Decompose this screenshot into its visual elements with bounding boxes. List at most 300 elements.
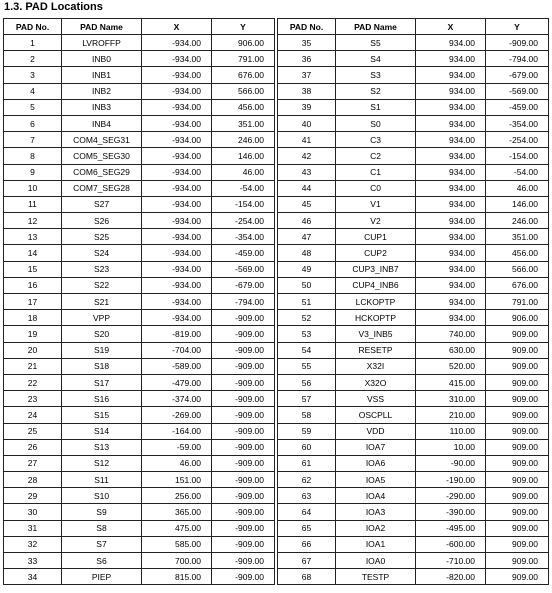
pad-no-cell: 20	[4, 342, 62, 358]
pad-name-cell: S15	[62, 407, 142, 423]
pad-y-cell: -679.00	[486, 67, 549, 83]
pad-no-cell: 32	[4, 536, 62, 552]
pad-name-cell: INB3	[62, 99, 142, 115]
pad-y-cell: 909.00	[486, 391, 549, 407]
pad-no-cell: 60	[278, 439, 336, 455]
table-row	[4, 407, 275, 423]
pad-x-cell: -934.00	[142, 67, 212, 83]
pad-no-cell: 3	[4, 67, 62, 83]
table-row	[4, 180, 275, 196]
table-row	[278, 132, 549, 148]
pad-y-cell: 351.00	[212, 115, 275, 131]
table-row	[278, 51, 549, 67]
pad-x-cell: 46.00	[142, 455, 212, 471]
header-pad-no: PAD No.	[4, 19, 62, 35]
table-row	[4, 326, 275, 342]
pad-name-cell: S26	[62, 213, 142, 229]
pad-y-cell: 909.00	[486, 374, 549, 390]
pad-name-cell: S24	[62, 245, 142, 261]
pad-y-cell: 909.00	[486, 569, 549, 585]
pad-name-cell: COM5_SEG30	[62, 148, 142, 164]
table-row	[4, 261, 275, 277]
pad-name-cell: S13	[62, 439, 142, 455]
pad-y-cell: 909.00	[486, 358, 549, 374]
table-row	[4, 213, 275, 229]
pad-no-cell: 2	[4, 51, 62, 67]
pad-no-cell: 59	[278, 423, 336, 439]
pad-name-cell: S22	[62, 277, 142, 293]
table-row	[278, 35, 549, 51]
pad-no-cell: 66	[278, 536, 336, 552]
table-row	[278, 342, 549, 358]
pad-name-cell: IOA4	[336, 488, 416, 504]
table-row	[278, 374, 549, 390]
pad-x-cell: -934.00	[142, 180, 212, 196]
pad-name-cell: C1	[336, 164, 416, 180]
pad-x-cell: -934.00	[142, 35, 212, 51]
pad-y-cell: 909.00	[486, 439, 549, 455]
pad-y-cell: 909.00	[486, 455, 549, 471]
pad-x-cell: -934.00	[142, 51, 212, 67]
pad-x-cell: 110.00	[416, 423, 486, 439]
pad-no-cell: 6	[4, 115, 62, 131]
pad-y-cell: -569.00	[486, 83, 549, 99]
pad-name-cell: S7	[62, 536, 142, 552]
pad-y-cell: 909.00	[486, 536, 549, 552]
pad-x-cell: -934.00	[142, 213, 212, 229]
table-row	[4, 553, 275, 569]
pad-x-cell: 210.00	[416, 407, 486, 423]
pad-location-table-right	[277, 18, 549, 585]
pad-y-cell: -909.00	[212, 326, 275, 342]
table-row	[4, 277, 275, 293]
pad-x-cell: 934.00	[416, 213, 486, 229]
pad-no-cell: 37	[278, 67, 336, 83]
pad-no-cell: 14	[4, 245, 62, 261]
pad-x-cell: -589.00	[142, 358, 212, 374]
table-row	[278, 213, 549, 229]
pad-no-cell: 17	[4, 294, 62, 310]
table-row	[4, 245, 275, 261]
pad-x-cell: -934.00	[142, 148, 212, 164]
pad-name-cell: S20	[62, 326, 142, 342]
pad-x-cell: 934.00	[416, 294, 486, 310]
pad-no-cell: 30	[4, 504, 62, 520]
pad-no-cell: 56	[278, 374, 336, 390]
table-row	[278, 455, 549, 471]
pad-y-cell: 909.00	[486, 504, 549, 520]
pad-no-cell: 10	[4, 180, 62, 196]
pad-x-cell: -934.00	[142, 245, 212, 261]
pad-no-cell: 53	[278, 326, 336, 342]
pad-y-cell: -254.00	[212, 213, 275, 229]
pad-x-cell: -934.00	[142, 164, 212, 180]
pad-name-cell: S3	[336, 67, 416, 83]
pad-name-cell: HCKOPTP	[336, 310, 416, 326]
pad-no-cell: 9	[4, 164, 62, 180]
table-header-row	[4, 19, 275, 35]
pad-y-cell: -909.00	[212, 536, 275, 552]
table-row	[278, 245, 549, 261]
pad-x-cell: -164.00	[142, 423, 212, 439]
pad-name-cell: CUP4_INB6	[336, 277, 416, 293]
pad-x-cell: -90.00	[416, 455, 486, 471]
table-row	[4, 229, 275, 245]
pad-y-cell: 676.00	[212, 67, 275, 83]
pad-name-cell: S25	[62, 229, 142, 245]
pad-x-cell: 934.00	[416, 196, 486, 212]
pad-no-cell: 25	[4, 423, 62, 439]
pad-name-cell: S17	[62, 374, 142, 390]
pad-y-cell: -909.00	[212, 310, 275, 326]
header-pad-name: PAD Name	[62, 19, 142, 35]
pad-name-cell: IOA7	[336, 439, 416, 455]
pad-no-cell: 42	[278, 148, 336, 164]
pad-y-cell: 909.00	[486, 520, 549, 536]
pad-name-cell: VSS	[336, 391, 416, 407]
table-row	[4, 504, 275, 520]
pad-no-cell: 62	[278, 472, 336, 488]
pad-no-cell: 55	[278, 358, 336, 374]
pad-name-cell: C3	[336, 132, 416, 148]
pad-no-cell: 67	[278, 553, 336, 569]
table-row	[278, 569, 549, 585]
pad-x-cell: 740.00	[416, 326, 486, 342]
pad-no-cell: 41	[278, 132, 336, 148]
pad-no-cell: 61	[278, 455, 336, 471]
table-row	[4, 310, 275, 326]
pad-no-cell: 43	[278, 164, 336, 180]
pad-x-cell: 934.00	[416, 164, 486, 180]
table-row	[4, 536, 275, 552]
pad-no-cell: 57	[278, 391, 336, 407]
pad-name-cell: S19	[62, 342, 142, 358]
pad-x-cell: 934.00	[416, 148, 486, 164]
pad-y-cell: 909.00	[486, 326, 549, 342]
pad-y-cell: 676.00	[486, 277, 549, 293]
table-row	[4, 294, 275, 310]
pad-name-cell: COM7_SEG28	[62, 180, 142, 196]
pad-y-cell: -679.00	[212, 277, 275, 293]
pad-no-cell: 29	[4, 488, 62, 504]
pad-no-cell: 18	[4, 310, 62, 326]
pad-name-cell: S18	[62, 358, 142, 374]
pad-name-cell: S16	[62, 391, 142, 407]
pad-no-cell: 54	[278, 342, 336, 358]
pad-no-cell: 15	[4, 261, 62, 277]
pad-name-cell: S21	[62, 294, 142, 310]
pad-name-cell: IOA1	[336, 536, 416, 552]
pad-y-cell: -909.00	[212, 423, 275, 439]
pad-name-cell: IOA2	[336, 520, 416, 536]
table-row	[278, 326, 549, 342]
pad-no-cell: 38	[278, 83, 336, 99]
pad-x-cell: 934.00	[416, 245, 486, 261]
pad-x-cell: -710.00	[416, 553, 486, 569]
pad-no-cell: 65	[278, 520, 336, 536]
pad-y-cell: 46.00	[486, 180, 549, 196]
pad-y-cell: -909.00	[212, 520, 275, 536]
pad-x-cell: 815.00	[142, 569, 212, 585]
table-row	[278, 196, 549, 212]
pad-name-cell: S12	[62, 455, 142, 471]
pad-name-cell: S1	[336, 99, 416, 115]
pad-x-cell: -934.00	[142, 196, 212, 212]
pad-y-cell: -909.00	[212, 358, 275, 374]
pad-name-cell: PIEP	[62, 569, 142, 585]
pad-y-cell: -154.00	[486, 148, 549, 164]
pad-y-cell: 909.00	[486, 342, 549, 358]
pad-no-cell: 39	[278, 99, 336, 115]
pad-y-cell: 146.00	[486, 196, 549, 212]
pad-no-cell: 51	[278, 294, 336, 310]
pad-name-cell: S10	[62, 488, 142, 504]
pad-x-cell: -934.00	[142, 83, 212, 99]
pad-no-cell: 7	[4, 132, 62, 148]
pad-no-cell: 21	[4, 358, 62, 374]
pad-no-cell: 5	[4, 99, 62, 115]
pad-x-cell: 256.00	[142, 488, 212, 504]
table-row	[4, 83, 275, 99]
pad-y-cell: 351.00	[486, 229, 549, 245]
pad-no-cell: 27	[4, 455, 62, 471]
pad-name-cell: S9	[62, 504, 142, 520]
pad-x-cell: 310.00	[416, 391, 486, 407]
pad-name-cell: VPP	[62, 310, 142, 326]
pad-name-cell: C2	[336, 148, 416, 164]
pad-x-cell: -600.00	[416, 536, 486, 552]
pad-no-cell: 68	[278, 569, 336, 585]
pad-no-cell: 33	[4, 553, 62, 569]
pad-y-cell: -909.00	[212, 455, 275, 471]
pad-name-cell: S14	[62, 423, 142, 439]
table-row	[278, 310, 549, 326]
pad-y-cell: -154.00	[212, 196, 275, 212]
pad-y-cell: -909.00	[212, 342, 275, 358]
pad-no-cell: 22	[4, 374, 62, 390]
pad-name-cell: V2	[336, 213, 416, 229]
pad-x-cell: -934.00	[142, 277, 212, 293]
header-pad-no: PAD No.	[278, 19, 336, 35]
pad-y-cell: 246.00	[212, 132, 275, 148]
pad-no-cell: 16	[4, 277, 62, 293]
pad-no-cell: 52	[278, 310, 336, 326]
table-row	[4, 358, 275, 374]
table-row	[4, 391, 275, 407]
pad-y-cell: 456.00	[486, 245, 549, 261]
pad-x-cell: 934.00	[416, 132, 486, 148]
table-row	[4, 520, 275, 536]
pad-name-cell: S2	[336, 83, 416, 99]
pad-no-cell: 47	[278, 229, 336, 245]
pad-name-cell: LVROFFP	[62, 35, 142, 51]
table-row	[278, 553, 549, 569]
table-row	[278, 294, 549, 310]
pad-y-cell: -909.00	[212, 391, 275, 407]
pad-y-cell: 909.00	[486, 488, 549, 504]
pad-name-cell: IOA5	[336, 472, 416, 488]
pad-no-cell: 40	[278, 115, 336, 131]
pad-y-cell: 566.00	[212, 83, 275, 99]
pad-x-cell: 585.00	[142, 536, 212, 552]
pad-no-cell: 35	[278, 35, 336, 51]
pad-y-cell: -54.00	[486, 164, 549, 180]
pad-no-cell: 24	[4, 407, 62, 423]
pad-x-cell: 151.00	[142, 472, 212, 488]
pad-no-cell: 19	[4, 326, 62, 342]
pad-name-cell: INB0	[62, 51, 142, 67]
pad-x-cell: 415.00	[416, 374, 486, 390]
table-row	[4, 439, 275, 455]
pad-location-table-left	[3, 18, 275, 585]
pad-name-cell: VDD	[336, 423, 416, 439]
table-row	[4, 569, 275, 585]
pad-name-cell: INB4	[62, 115, 142, 131]
pad-y-cell: -909.00	[212, 488, 275, 504]
pad-x-cell: -820.00	[416, 569, 486, 585]
pad-y-cell: -794.00	[486, 51, 549, 67]
table-row	[278, 520, 549, 536]
pad-no-cell: 45	[278, 196, 336, 212]
pad-name-cell: COM6_SEG29	[62, 164, 142, 180]
header-x: X	[416, 19, 486, 35]
pad-name-cell: CUP2	[336, 245, 416, 261]
header-y: Y	[212, 19, 275, 35]
header-x: X	[142, 19, 212, 35]
table-header-row	[278, 19, 549, 35]
pad-y-cell: 791.00	[486, 294, 549, 310]
table-row	[278, 67, 549, 83]
pad-y-cell: -254.00	[486, 132, 549, 148]
pad-name-cell: S23	[62, 261, 142, 277]
pad-y-cell: -569.00	[212, 261, 275, 277]
pad-no-cell: 23	[4, 391, 62, 407]
pad-name-cell: RESETP	[336, 342, 416, 358]
pad-x-cell: -934.00	[142, 261, 212, 277]
table-row	[4, 132, 275, 148]
pad-x-cell: -374.00	[142, 391, 212, 407]
pad-x-cell: 700.00	[142, 553, 212, 569]
pad-name-cell: CUP1	[336, 229, 416, 245]
pad-x-cell: 10.00	[416, 439, 486, 455]
pad-x-cell: -704.00	[142, 342, 212, 358]
pad-x-cell: 934.00	[416, 51, 486, 67]
pad-y-cell: -909.00	[486, 35, 549, 51]
pad-y-cell: 909.00	[486, 407, 549, 423]
table-row	[278, 472, 549, 488]
table-row	[278, 83, 549, 99]
pad-x-cell: -390.00	[416, 504, 486, 520]
pad-no-cell: 58	[278, 407, 336, 423]
pad-x-cell: -190.00	[416, 472, 486, 488]
table-row	[278, 391, 549, 407]
pad-no-cell: 63	[278, 488, 336, 504]
pad-name-cell: IOA0	[336, 553, 416, 569]
header-y: Y	[486, 19, 549, 35]
pad-y-cell: -909.00	[212, 569, 275, 585]
table-row	[4, 148, 275, 164]
pad-x-cell: 365.00	[142, 504, 212, 520]
section-title: 1.3. PAD Locations	[4, 1, 103, 13]
pad-x-cell: -934.00	[142, 294, 212, 310]
pad-name-cell: C0	[336, 180, 416, 196]
pad-x-cell: -934.00	[142, 229, 212, 245]
pad-name-cell: S4	[336, 51, 416, 67]
pad-name-cell: CUP3_INB7	[336, 261, 416, 277]
pad-name-cell: IOA6	[336, 455, 416, 471]
pad-y-cell: 909.00	[486, 472, 549, 488]
pad-y-cell: 146.00	[212, 148, 275, 164]
pad-y-cell: -54.00	[212, 180, 275, 196]
table-row	[4, 423, 275, 439]
table-row	[278, 439, 549, 455]
pad-x-cell: 934.00	[416, 115, 486, 131]
table-row	[4, 35, 275, 51]
pad-y-cell: -909.00	[212, 439, 275, 455]
table-row	[4, 374, 275, 390]
pad-name-cell: S5	[336, 35, 416, 51]
pad-x-cell: -934.00	[142, 310, 212, 326]
pad-x-cell: 934.00	[416, 83, 486, 99]
pad-y-cell: -354.00	[486, 115, 549, 131]
pad-no-cell: 31	[4, 520, 62, 536]
table-row	[278, 358, 549, 374]
pad-x-cell: -934.00	[142, 132, 212, 148]
pad-x-cell: -290.00	[416, 488, 486, 504]
table-row	[4, 99, 275, 115]
pad-name-cell: S6	[62, 553, 142, 569]
pad-y-cell: 909.00	[486, 553, 549, 569]
table-row	[278, 229, 549, 245]
pad-no-cell: 11	[4, 196, 62, 212]
pad-no-cell: 13	[4, 229, 62, 245]
pad-y-cell: 906.00	[212, 35, 275, 51]
table-row	[278, 423, 549, 439]
pad-x-cell: 934.00	[416, 261, 486, 277]
pad-name-cell: LCKOPTP	[336, 294, 416, 310]
table-row	[278, 261, 549, 277]
pad-x-cell: -934.00	[142, 99, 212, 115]
pad-y-cell: -909.00	[212, 472, 275, 488]
pad-x-cell: 520.00	[416, 358, 486, 374]
pad-no-cell: 64	[278, 504, 336, 520]
pad-name-cell: TESTP	[336, 569, 416, 585]
table-row	[4, 196, 275, 212]
table-row	[4, 164, 275, 180]
pad-x-cell: -819.00	[142, 326, 212, 342]
pad-y-cell: -909.00	[212, 374, 275, 390]
pad-x-cell: 934.00	[416, 310, 486, 326]
table-row	[278, 180, 549, 196]
table-row	[278, 164, 549, 180]
pad-x-cell: 630.00	[416, 342, 486, 358]
table-row	[278, 277, 549, 293]
pad-y-cell: -909.00	[212, 407, 275, 423]
pad-x-cell: 934.00	[416, 35, 486, 51]
pad-name-cell: S8	[62, 520, 142, 536]
pad-y-cell: 246.00	[486, 213, 549, 229]
pad-y-cell: -909.00	[212, 504, 275, 520]
header-pad-name: PAD Name	[336, 19, 416, 35]
table-row	[4, 115, 275, 131]
pad-x-cell: 934.00	[416, 99, 486, 115]
pad-no-cell: 28	[4, 472, 62, 488]
pad-y-cell: -459.00	[486, 99, 549, 115]
pad-x-cell: -269.00	[142, 407, 212, 423]
table-row	[278, 99, 549, 115]
pad-y-cell: 456.00	[212, 99, 275, 115]
pad-y-cell: 906.00	[486, 310, 549, 326]
